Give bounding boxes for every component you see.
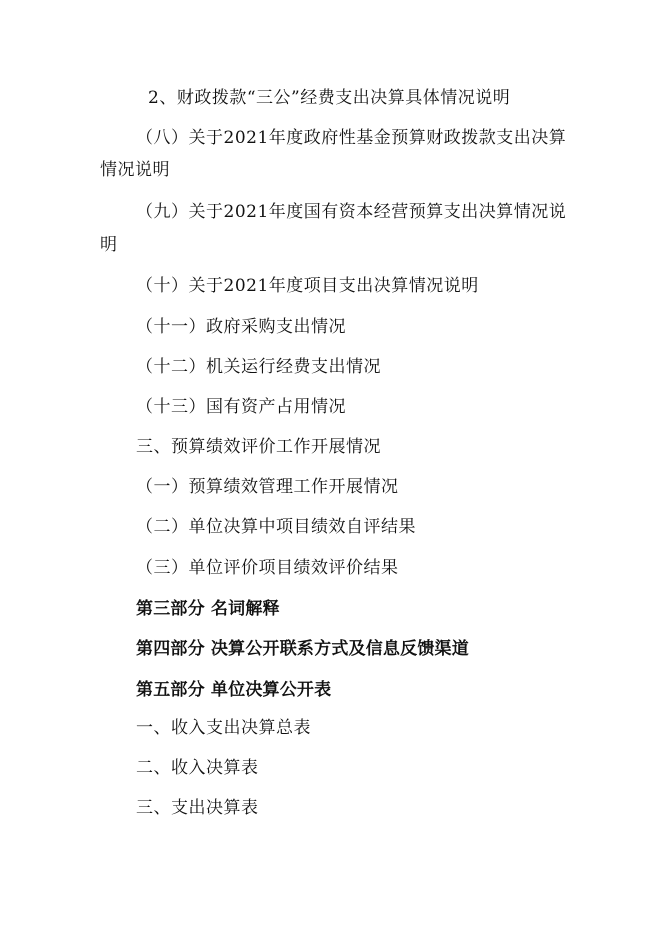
toc-item-9-line-2: 明 — [100, 235, 118, 255]
toc-item-13: （十三）国有资产占用情况 — [136, 397, 346, 417]
part-3-heading: 第三部分 名词解释 — [136, 599, 280, 619]
toc-item-9-line-1: （九）关于2021年度国有资本经营预算支出决算情况说 — [136, 202, 567, 222]
table-3-title: 三、支出决算表 — [136, 798, 259, 818]
toc-item-11: （十一）政府采购支出情况 — [136, 317, 346, 337]
toc-section-3-item-1: （一）预算绩效管理工作开展情况 — [136, 477, 399, 497]
toc-item-8-line-2: 情况说明 — [100, 160, 170, 180]
table-1-title: 一、收入支出决算总表 — [136, 718, 311, 738]
toc-item-12: （十二）机关运行经费支出情况 — [136, 357, 381, 377]
table-2-title: 二、收入决算表 — [136, 758, 259, 778]
toc-item-sangong-explanation: 2、财政拨款“三公”经费支出决算具体情况说明 — [148, 88, 511, 108]
toc-item-10: （十）关于2021年度项目支出决算情况说明 — [136, 276, 479, 296]
toc-section-3-item-2: （二）单位决算中项目绩效自评结果 — [136, 517, 416, 537]
toc-section-3: 三、预算绩效评价工作开展情况 — [136, 437, 381, 457]
toc-section-3-item-3: （三）单位评价项目绩效评价结果 — [136, 558, 399, 578]
part-5-heading: 第五部分 单位决算公开表 — [136, 680, 332, 700]
part-4-heading: 第四部分 决算公开联系方式及信息反馈渠道 — [136, 639, 469, 659]
toc-item-8-line-1: （八）关于2021年度政府性基金预算财政拨款支出决算 — [136, 128, 567, 148]
